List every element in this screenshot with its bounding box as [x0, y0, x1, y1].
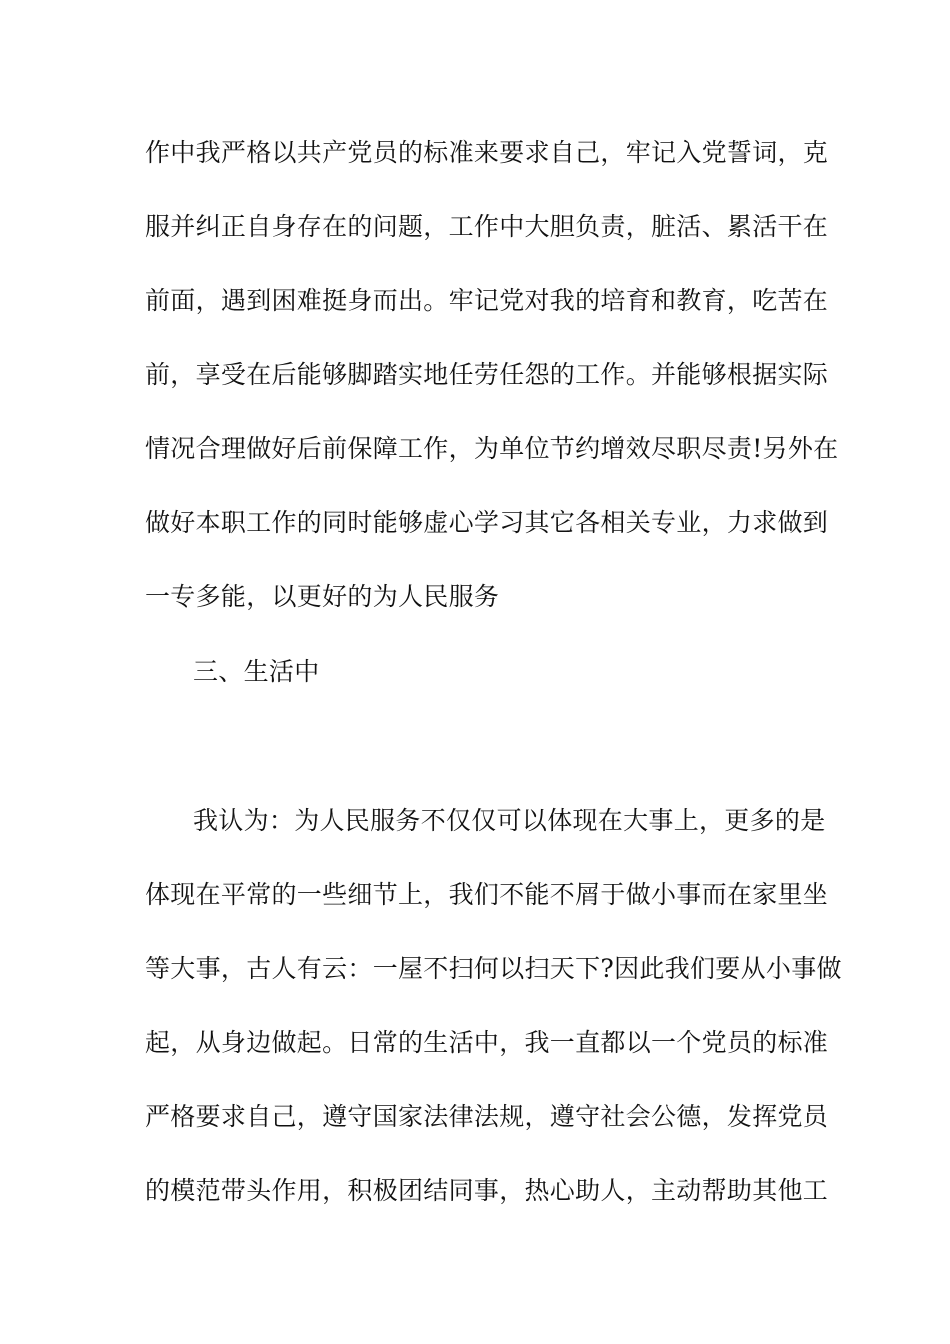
- paragraph-line: 起，从身边做起。日常的生活中，我一直都以一个党员的标准: [145, 1028, 829, 1057]
- paragraph-line: 前，享受在后能够脚踏实地任劳任怨的工作。并能够根据实际: [145, 360, 829, 389]
- section-heading: 三、生活中: [193, 657, 320, 686]
- paragraph-line: 做好本职工作的同时能够虚心学习其它各相关专业，力求做到: [145, 508, 829, 537]
- paragraph-line: 我认为：为人民服务不仅仅可以体现在大事上，更多的是: [193, 806, 826, 835]
- paragraph-line: 前面，遇到困难挺身而出。牢记党对我的培育和教育，吃苦在: [145, 286, 829, 315]
- paragraph-line: 体现在平常的一些细节上，我们不能不屑于做小事而在家里坐: [145, 880, 829, 909]
- paragraph-line: 作中我严格以共产党员的标准来要求自己，牢记入党誓词，克: [145, 138, 829, 167]
- paragraph-line: 服并纠正自身存在的问题，工作中大胆负责，脏活、累活干在: [145, 212, 829, 241]
- paragraph-line: 情况合理做好后前保障工作，为单位节约增效尽职尽责!另外在: [145, 434, 839, 463]
- paragraph-line: 等大事，古人有云：一屋不扫何以扫天下?因此我们要从小事做: [145, 954, 842, 983]
- paragraph-line: 一专多能，以更好的为人民服务: [145, 582, 500, 611]
- paragraph-line: 的模范带头作用，积极团结同事，热心助人，主动帮助其他工: [145, 1176, 829, 1205]
- paragraph-line: 严格要求自己，遵守国家法律法规，遵守社会公德，发挥党员: [145, 1102, 829, 1131]
